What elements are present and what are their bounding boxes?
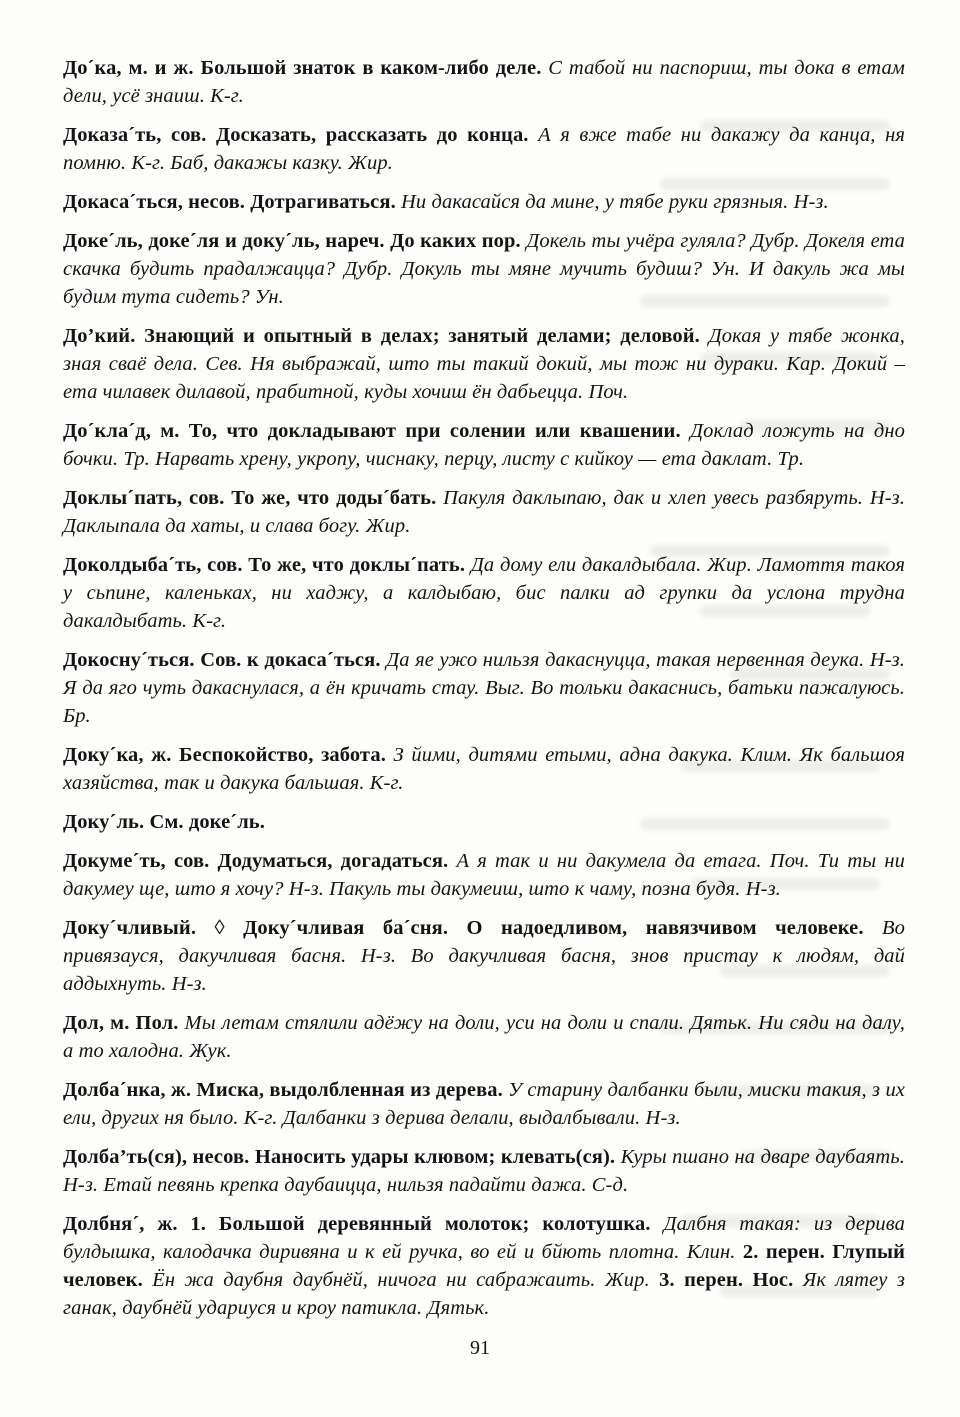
entry-headword-definition: Доколдыба´ть, сов. То же, что доклы´пать.: [63, 554, 471, 576]
entry-headword-definition: Доку´ка, ж. Беспокойство, забота.: [63, 744, 394, 766]
entry-example: Куры пшано на дваре даубаять. Н-з. Етай певянь крепка даубаицца, нильзя падайти дажа. С-д.: [63, 1146, 905, 1196]
dictionary-entry: [63, 1143, 905, 1199]
entry-headword-definition: До’кий. Знающий и опытный в делах; занятый делами; деловой.: [63, 325, 709, 347]
entry-example: Да яе ужо нильзя дакаснуцца, такая нервенная деука. Н-з. Я да яго чуть дакаснулася, а ён кричать стау. Выг. Во тольки дакаснись, батьки пажалуюсь. Бр.: [63, 649, 905, 727]
entry-example: Во привязауся, дакучливая басня. Н-з. Во дакучливая басня, знов пристау к людям, дай аддыхнуть. Н-з.: [63, 917, 905, 995]
dictionary-entry: [63, 1009, 905, 1065]
entry-headword-definition: Долбня´, ж. 1. Большой деревянный молоток; колотушка.: [63, 1213, 664, 1235]
dictionary-entry: [63, 551, 905, 635]
dictionary-entry: [63, 808, 905, 836]
entry-headword-definition: Докаса´ться, несов. Дотрагиваться.: [63, 191, 402, 213]
entry-example: Ён жа даубня даубнёй, ничога ни сабражаить. Жир.: [152, 1269, 660, 1291]
entry-headword-definition: До´кла´д, м. То, что докладывают при солении или квашении.: [63, 420, 690, 442]
dictionary-entry: [63, 54, 905, 110]
entry-example: Доклад ложуть на дно бочки. Тр. Нарвать хрену, укропу, чиснаку, перцу, листу с кийкоу — ета даклат. Тр.: [63, 420, 905, 470]
dictionary-entry: [63, 121, 905, 177]
entry-headword-definition: До´ка, м. и ж. Большой знаток в каком-либо деле.: [63, 57, 549, 79]
dictionary-entry: [63, 322, 905, 406]
dictionary-entry: [63, 847, 905, 903]
entry-example: Да дому ели дакалдыбала. Жир. Ламоття такоя у сьпине, каленьках, ни хаджу, а калдыбаю, бис палки ад групки да услона трудна дакалдыбать. К-г.: [63, 554, 905, 632]
dictionary-entry: [63, 188, 905, 216]
entry-headword-definition: Доке´ль, доке´ля и доку´ль, нареч. До каких пор.: [63, 230, 527, 252]
entry-example: Докель ты учёра гуляла? Дубр. Докеля ета скачка будить прадалжацца? Дубр. Докуль ты мяне мучить будиш? Ун. И дакуль жа мы будим тута сидеть? Ун.: [63, 230, 906, 308]
entry-example: А я вже табе ни дакажу да канца, ня помню. К-г. Баб, дакажы казку. Жир.: [63, 124, 905, 174]
entries: [63, 54, 905, 1333]
entry-example: Пакуля даклыпаю, дак и хлеп увесь разбяруть. Н-з. Даклыпала да хаты, и слава богу. Жир.: [63, 487, 905, 537]
dictionary-entry: [63, 227, 905, 311]
entry-headword-definition: Дол, м. Пол.: [63, 1012, 185, 1034]
dictionary-entry: [63, 741, 905, 797]
entry-example: С табой ни паспориш, ты дока в етам дели, усё знаиш. К-г.: [63, 57, 905, 107]
entry-example: Далбня такая: из дерива булдышка, калодачка диривяна и к ей ручка, во ей и бйють плотна. Клин.: [63, 1213, 905, 1263]
entry-example: А я так и ни дакумела да етага. Поч. Ти ты ни дакумеу ще, што я хочу? Н-з. Пакуль ты дакумеиш, што к чаму, позна будя. Н-з.: [63, 850, 905, 900]
entry-example: Ни дакасайся да мине, у тябе руки грязныя. Н-з.: [401, 191, 829, 213]
entry-example: Мы летам стялили адёжу на доли, уси на доли и спали. Дятьк. Ни сяди на далу, а то халодна. Жук.: [63, 1012, 905, 1062]
entry-example: Докая у тябе жонка, зная сваё дела. Сев. Ня выбражай, што ты такий докий, мы тож ни дураки. Кар. Докий – ета чилавек дилавой, прабитной, куды хочиш ён дабьецца. Поч.: [63, 325, 906, 403]
entry-headword-definition: 3. перен. Нос.: [659, 1269, 803, 1291]
entry-headword-definition: Долба´нка, ж. Миска, выдолбленная из дерева.: [63, 1079, 509, 1101]
dictionary-entry: [63, 417, 905, 473]
entry-headword-definition: Доку´ль. См. доке´ль.: [63, 811, 265, 833]
entry-example: З йими, дитями етыми, адна дакука. Клим. Як бальшоя хазяйства, так и дакука бальшая. К-г.: [63, 744, 905, 794]
dictionary-entry: [63, 914, 905, 998]
page-number: 91: [470, 1337, 490, 1359]
entry-headword-definition: 2. перен. Глупый человек.: [63, 1241, 905, 1291]
entry-headword-definition: Доказа´ть, сов. Досказать, рассказать до конца.: [63, 124, 539, 146]
entry-headword-definition: Докуме´ть, сов. Додуматься, догадаться.: [63, 850, 457, 872]
dictionary-entry: [63, 1210, 905, 1322]
dictionary-entry: [63, 1076, 905, 1132]
dictionary-entry: [63, 646, 905, 730]
entry-example: У старину далбанки были, миски такия, з их ели, других ня было. К-г. Далбанки з дерива делали, выдалбывали. Н-з.: [63, 1079, 905, 1129]
entry-headword-definition: Долба’ть(ся), несов. Наносить удары клювом; клевать(ся).: [63, 1146, 621, 1168]
entry-example: Як лятеу з ганак, даубнёй удариуся и кроу патикла. Дятьк.: [63, 1269, 905, 1319]
entry-headword-definition: Доку´чливый. ◊ Доку´чливая ба´сня. О надоедливом, навязчивом человеке.: [63, 917, 883, 939]
entry-headword-definition: Доклы´пать, сов. То же, что доды´бать.: [63, 487, 444, 509]
entry-headword-definition: Докосну´ться. Сов. к докаса´ться.: [63, 649, 387, 671]
dictionary-entry: [63, 484, 905, 540]
